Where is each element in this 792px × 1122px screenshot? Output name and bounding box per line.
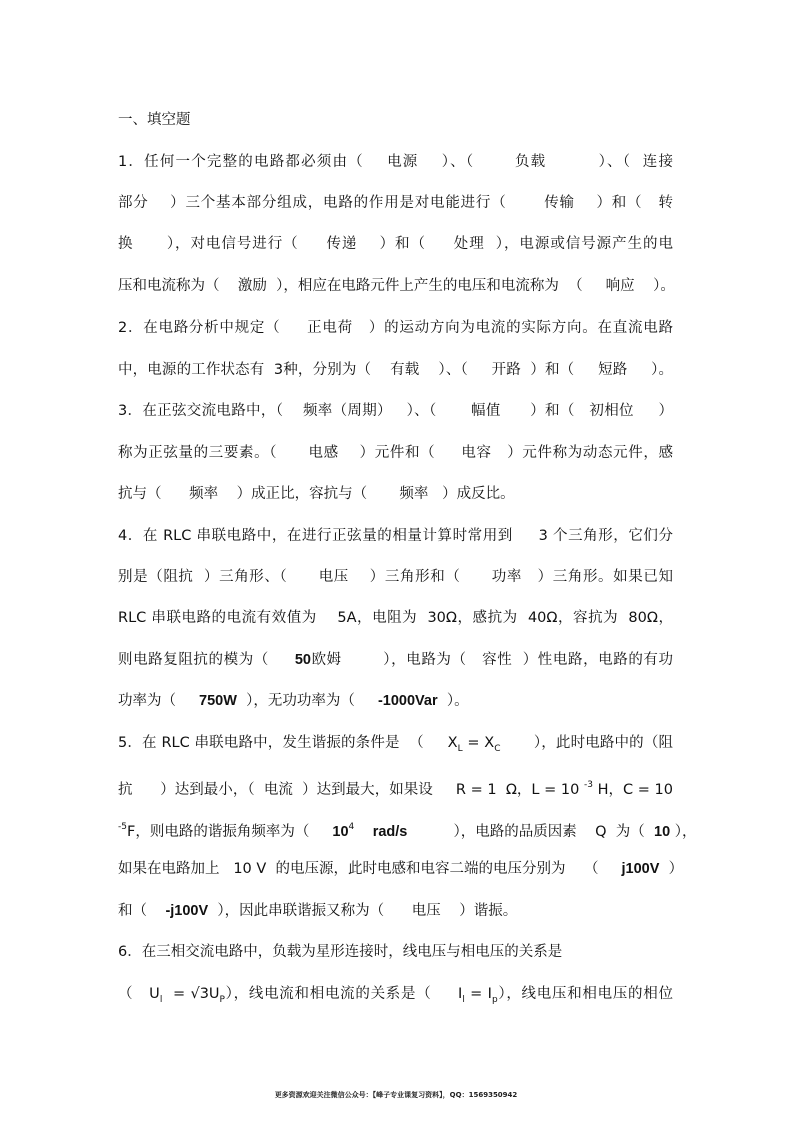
answer-text: rad/s bbox=[372, 824, 408, 840]
script-text: P bbox=[219, 995, 225, 1005]
text-line bbox=[118, 360, 673, 380]
text-line bbox=[118, 942, 673, 962]
text-line bbox=[118, 775, 673, 800]
text-line bbox=[118, 443, 673, 463]
text-line bbox=[118, 152, 673, 172]
script-text: l bbox=[159, 995, 163, 1005]
line-text: F，则电路的谐振角频率为（ bbox=[126, 824, 333, 840]
text-line bbox=[118, 608, 673, 628]
line-text: = X bbox=[462, 735, 495, 751]
line-text: 换 ），对电信号进行（ 传递 ）和（ 处理 ），电源或信号源产生的电 bbox=[118, 236, 673, 252]
line-text: 压和电流称为（ 激励 ），相应在电路元件上产生的电压和电流称为 （ 响应 ）。 bbox=[118, 278, 675, 294]
text-line bbox=[118, 817, 697, 842]
answer-text: 10 bbox=[332, 824, 349, 840]
line-text: ）， bbox=[670, 824, 697, 840]
line-text: 则电路复阻抗的模为（ bbox=[118, 652, 295, 668]
line-text: 1．任何一个完整的电路都必须由（ 电源 ）、（ 负载 ）、（ 连接 bbox=[118, 154, 673, 170]
text-line bbox=[118, 901, 673, 921]
line-text: RLC 串联电路的电流有效值为 5A，电阻为 30Ω，感抗为 40Ω，容抗为 80Ω， bbox=[118, 610, 673, 626]
text-line bbox=[118, 733, 673, 759]
answer-text: 10 bbox=[654, 824, 671, 840]
line-text: 部分 ）三个基本部分组成，电路的作用是对电能进行（ 传输 ）和（ 转 bbox=[118, 195, 673, 211]
line-text: 和（ bbox=[118, 903, 166, 919]
line-text: ），线电压和相电压的相位 bbox=[497, 986, 673, 1002]
line-text: ）。 bbox=[437, 693, 469, 709]
text-line bbox=[118, 650, 673, 670]
line-text: ），电路的品质因素 Q 为（ bbox=[407, 824, 654, 840]
text-line bbox=[118, 193, 673, 213]
line-text: ），因此串联谐振又称为（ 电压 ）谐振。 bbox=[208, 903, 518, 919]
script-text: 4 bbox=[348, 822, 355, 832]
line-text: ） bbox=[659, 861, 684, 877]
text-line bbox=[118, 691, 673, 711]
line-text: H，C = 10 bbox=[592, 782, 673, 798]
line-text: 功率为（ bbox=[118, 693, 200, 709]
text-line bbox=[118, 526, 673, 546]
line-text: 中，电源的工作状态有 3种，分别为（ 有载 ）、（ 开路 ）和（ 短路 ）。 bbox=[118, 362, 673, 378]
text-line bbox=[118, 484, 673, 504]
line-text: = √3U bbox=[162, 986, 220, 1002]
script-text: -5 bbox=[118, 822, 127, 832]
text-line bbox=[118, 984, 673, 1010]
section-title: 一、填空题 bbox=[118, 112, 191, 128]
line-text bbox=[354, 824, 372, 840]
answer-text: -j100V bbox=[165, 903, 209, 919]
answer-text: 50 bbox=[294, 652, 311, 668]
line-text: ），无功功率为（ bbox=[236, 693, 378, 709]
line-text: 2．在电路分析中规定（ 正电荷 ）的运动方向为电流的实际方向。在直流电路 bbox=[118, 320, 673, 336]
text-line bbox=[118, 401, 673, 421]
text-line bbox=[118, 318, 673, 338]
line-text: ），线电流和相电流的关系是（ I bbox=[224, 986, 463, 1002]
script-text: C bbox=[494, 744, 501, 754]
script-text: -3 bbox=[583, 780, 593, 790]
answer-text: -1000Var bbox=[377, 693, 438, 709]
line-text: = I bbox=[464, 986, 492, 1002]
text-line bbox=[118, 276, 673, 296]
script-text: p bbox=[491, 995, 498, 1005]
answer-text: j100V bbox=[621, 861, 660, 877]
line-text: 3．在正弦交流电路中，（ 频率（周期） ）、（ 幅值 ）和（ 初相位 ） bbox=[118, 403, 673, 419]
line-text: 6．在三相交流电路中，负载为星形连接时，线电压与相电压的关系是 bbox=[118, 944, 563, 960]
line-text: 抗与（ 频率 ）成正比，容抗与（ 频率 ）成反比。 bbox=[118, 486, 515, 502]
text-line bbox=[118, 859, 684, 879]
line-text: 欧姆 ），电路为（ 容性 ）性电路，电路的有功 bbox=[310, 652, 673, 668]
line-text: 别是（阻抗 ）三角形、（ 电压 ）三角形和（ 功率 ）三角形。如果已知 bbox=[118, 569, 673, 585]
text-line bbox=[118, 567, 673, 587]
footer-text: 更多资源欢迎关注微信公众号：【峰子专业课复习资料】，QQ：1569350942 bbox=[274, 1091, 518, 1099]
answer-text: 750W bbox=[199, 693, 237, 709]
script-text: L bbox=[457, 744, 463, 754]
line-text: ），此时电路中的（阻 bbox=[500, 735, 673, 751]
script-text: l bbox=[462, 995, 465, 1005]
line-text: 5．在 RLC 串联电路中，发生谐振的条件是 （ X bbox=[118, 735, 458, 751]
text-line bbox=[118, 234, 673, 254]
line-text: 4．在 RLC 串联电路中，在进行正弦量的相量计算时常用到 3 个三角形，它们分 bbox=[118, 528, 673, 544]
line-text: 抗 ）达到最小，（ 电流 ）达到最大，如果设 R = 1 Ω，L = 10 bbox=[118, 782, 584, 798]
line-text: 称为正弦量的三要素。（ 电感 ）元件和（ 电容 ）元件称为动态元件，感 bbox=[118, 445, 673, 461]
line-text: （ U bbox=[118, 986, 160, 1002]
line-text: 如果在电路加上 10 V 的电压源，此时电感和电容二端的电压分别为 （ bbox=[118, 861, 622, 877]
